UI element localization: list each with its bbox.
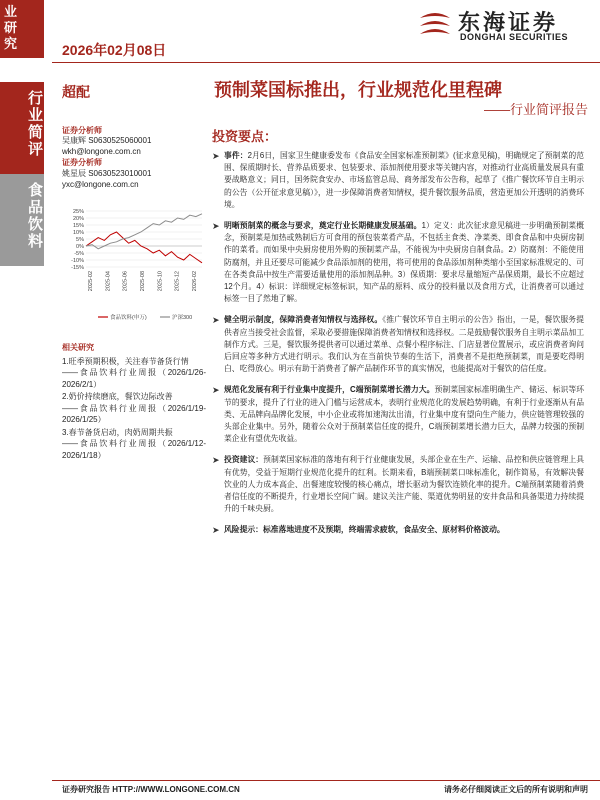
chart-y-tick-label: 20% [72,216,84,222]
paragraph-lead: 风险提示： [224,525,263,535]
paragraph-definition [212,220,584,305]
header-tab-label: 业研究 [4,4,18,51]
footer-right: 请务必仔细阅读正文后的所有说明和声明 [444,785,588,794]
header-divider [52,62,600,63]
company-logo [416,6,586,46]
performance-chart [62,205,206,325]
chart-series-line [86,232,202,263]
chart-y-ticks [71,209,84,271]
chart-y-tick-label: -10% [71,258,84,264]
paragraph-lead: 规范化发展有利于行业集中度提升，C端预制菜增长潜力大。 [224,385,435,395]
chart-legend-label: 食品饮料(申万) [110,315,147,321]
chart-series [86,214,202,263]
chart-series-line [86,214,202,249]
paragraph-disclosure [212,314,584,375]
paragraph-text: 2月6日，国家卫生健康委发布《食品安全国家标准预制菜》(征求意见稿)，明确规定了预制菜的范围、保质期时长、营养品质要求、包装要求、添加剂使用要求等关键内容，对推动行业高质量发展具有重要战略意义；同日，国务院食安办、市场监管总局、商务部发布公告称，起草了《推广餐饮环节自主明示的公告（公开征求意见稿）》，进一步保障消费者知情权，提升餐饮服务品质，营造更加公开透明的消费环境。 [224,151,584,209]
related-item-source: ——食品饮料行业周报（2026/1/19-2026/1/25） [62,403,206,424]
analyst-1-role: 证券分析师 [62,126,102,135]
analyst-2-email[interactable]: yxc@longone.com.cn [62,180,139,189]
paragraph-text: 预制菜国家标准明确生产、储运、标识等环节的要求，提升了行业的进入门槛与运营成本，表明行业规范化的发展趋势明确，有利于行业逐渐从有品类、无品牌向品牌化发展，中小企业或将加速淘汰出清，行业集中度有望向生产能力，供应链管理较强的头部企业集中。另外，随着公众对于预制菜信任度的提升，C端预制菜增长潜力巨大，品牌力较强的预制菜企业有望优先收益。 [224,385,584,444]
chart-x-ticks [88,271,198,291]
analyst-2-role: 证券分析师 [62,158,102,167]
chart-y-tick-label: -15% [71,265,84,271]
analyst-1-email[interactable]: wkh@longone.com.cn [62,147,141,156]
related-item[interactable] [62,391,206,426]
analyst-1-name: 吴康辉 S0630525060001 [62,136,152,145]
related-item-source: ——食品饮料行业周报（2026/1/12-2026/1/18） [62,439,206,460]
chart-x-tick-label: 2025-02 [88,271,94,292]
related-item-title: 2.奶价持续磨底，餐饮边际改善 [62,392,173,401]
related-item[interactable] [62,427,206,462]
related-item[interactable] [62,356,206,391]
logo-text-en: DONGHAI SECURITIES [460,32,569,42]
report-subtitle: ——行业简评报告 [483,102,588,117]
related-item-title: 3.春节备货启动，肉奶周期共振 [62,427,173,437]
logo-text-cn: 东海证券 [458,10,559,35]
analyst-2-name: 姚星辰 S0630523010001 [62,169,152,178]
chart-legend [98,313,192,321]
chart-x-tick-label: 2025-06 [122,271,129,292]
sidebar-tab-review [0,82,44,174]
bullet-arrow-icon: ➤ [212,151,220,161]
chart-y-tick-label: 5% [76,237,84,243]
related-item-title: 1.旺季预期积极，关注春节备货行情 [62,356,189,366]
sidebar-tab-industry-label: 食品饮料 [26,182,43,250]
chart-x-tick-label: 2025-12 [174,271,181,292]
bullet-arrow-icon: ➤ [212,525,220,536]
report-body [212,150,584,546]
rating: 超配 [62,84,90,100]
sidebar-tab-review-label: 行业简评 [26,90,43,158]
bullet-arrow-icon: ➤ [212,385,220,396]
chart-x-tick-label: 2025-10 [157,271,164,292]
paragraph-concentration [212,384,584,445]
paragraph-lead: 健全明示制度，保障消费者知情权与选择权。 [224,315,383,325]
chart-y-tick-label: 0% [76,244,84,250]
chart-y-tick-label: -5% [74,251,84,257]
paragraph-text: 1）定义：此次征求意见稿进一步明确预制菜概念，预制菜是加热或熟制后方可食用的预包装菜肴产品，不包括主食类、净菜类、即食食品和中央厨房制作的菜肴。而如果中央厨房使用外购的预制菜产品，不能视为中央厨房自制食品。2）防腐剂：不能使用防腐剂，并且还要尽可能减少食品添加剂的使用，将可使用的食品添加剂种类缩小至国家标准规定的、可在各类食品中按生产需要适量使用的添加剂品种。3）保质期：要求尽量缩短产品保质期，最长不应超过12个月。4）标识：详细规定标签标识，知产品的原料、成分的投料量以及食用方式，让消费者可以通过标签一目了然地了解。 [224,221,584,304]
paragraph-lead: 明晰预制菜的概念与要求，奠定行业长期健康发展基础。 [224,221,422,231]
paragraph-text: 《推广餐饮环节自主明示的公告》指出，一是，餐饮服务提供者应当接受社会监督，采取必要措施保障消费者知情权和选择权。二是鼓励餐饮服务自主明示菜品加工制作方式。三是，餐饮服务提供者可以通过菜单、点餐小程序标注、门店显著位置展示，或应消费者询问后回应等多种方式进行明示。我们认为在当前快节奏的生活下，消费者不是拒绝预制菜，而是要吃得明白、吃得放心。明示有助于消费者了解产品制作环节的真实情况，也能提高对于餐饮的信任度。 [224,315,584,374]
paragraph-lead: 事件： [224,151,248,160]
report-title: 预制菜国标推出，行业规范化里程碑 [214,80,502,100]
chart-y-tick-label: 15% [72,223,84,229]
bullet-arrow-icon: ➤ [212,221,220,232]
paragraph-text: 标准落地进度不及预期，终端需求疲软，食品安全、原材料价格波动。 [262,525,505,535]
related-item-source: ——食品饮料行业周报（2026/1/26-2026/2/1） [62,368,206,389]
section-heading: 投资要点： [212,129,278,144]
footer-divider [52,780,600,781]
footer-left[interactable]: 证券研究报告 HTTP://WWW.LONGONE.COM.CN [62,785,240,794]
chart-legend-label: 沪深300 [172,315,193,321]
paragraph-text: 预制菜国家标准的落地有利于行业健康发展，头部企业在生产、运输、品控和供应链管理上具有优势，受益于短期行业规范化提升的红利。长期来看，B端预制菜口味标准化，制作简易，有效解决餐饮业的人力成本高企、出餐速度较慢的核心痛点，增长驱动为餐饮连锁化率的提升。C端预制菜随着消费者信任度的不断提升，行业增长空间广阔。建议关注产能、渠道优势明显的安井食品和具备渠道力持续提升的千味央厨。 [224,455,585,514]
paragraph-event [212,150,584,211]
chart-y-tick-label: 10% [72,230,84,236]
bullet-arrow-icon: ➤ [212,455,220,466]
paragraph-risk [212,524,584,536]
logo-mark-icon [416,6,454,44]
chart-x-tick-label: 2026-02 [192,271,198,292]
paragraph-investment-advice [212,454,584,515]
chart-y-tick-label: 25% [72,209,84,215]
sidebar-tab-industry [0,174,44,266]
related-research [62,342,206,462]
chart-x-tick-label: 2025-04 [105,271,112,292]
related-heading: 相关研究 [62,343,94,352]
paragraph-lead: 投资建议： [224,455,264,465]
bullet-arrow-icon: ➤ [212,315,220,326]
chart-x-tick-label: 2025-08 [140,271,146,292]
report-date: 2026年02月08日 [62,42,167,58]
header-tab [0,0,44,58]
